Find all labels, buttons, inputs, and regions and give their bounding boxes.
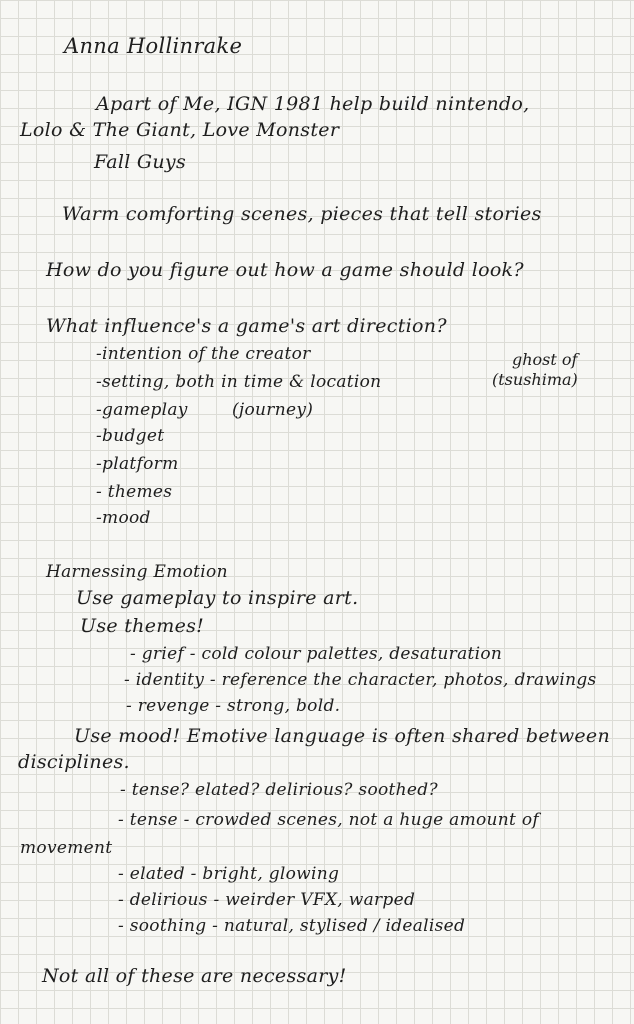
mood-item: - delirious - weirder VFX, warped [118,890,416,910]
theme-item: - revenge - strong, bold. [126,696,341,716]
credits-line-3: Fall Guys [94,151,187,173]
gameplay-line: Use gameplay to inspire art. [76,587,359,609]
question-line: How do you figure out how a game should look? [46,259,524,281]
influence-item: -mood [96,508,151,528]
mood-item: - soothing - natural, stylised / idealised [118,916,466,936]
closing-line: Not all of these are necessary! [42,965,347,987]
influence-item: -intention of the creator [96,344,311,364]
themes-line: Use themes! [80,615,205,637]
credits-line-1: Apart of Me, IGN 1981 help build nintendo, [96,93,530,115]
influences-heading: What influence's a game's art direction? [46,315,447,337]
influence-item: - themes [96,482,173,502]
theme-item: - grief - cold colour palettes, desaturation [130,644,503,664]
influence-item: -budget [96,426,165,446]
mood-line-2: disciplines. [18,751,130,773]
ghost-note-line-1: ghost of [512,350,578,369]
influence-item: -gameplay [96,400,188,420]
mood-line-1: Use mood! Emotive language is often shared between [74,725,611,747]
theme-item: - identity - reference the character, photos, drawings [124,670,597,690]
mood-questions: - tense? elated? delirious? soothed? [120,780,438,800]
influence-item: -platform [96,454,179,474]
tense-line-1: - tense - crowded scenes, not a huge amount of [118,810,539,830]
style-note: Warm comforting scenes, pieces that tell stories [62,203,542,225]
author-name: Anna Hollinrake [64,34,243,58]
tense-line-2: movement [20,838,113,858]
emotion-heading: Harnessing Emotion [46,562,228,582]
influence-item: -setting, both in time & location [96,372,382,392]
ghost-note-line-2: (tsushima) [492,370,578,389]
journey-note: (journey) [232,400,314,420]
mood-item: - elated - bright, glowing [118,864,340,884]
credits-line-2: Lolo & The Giant, Love Monster [20,119,340,141]
